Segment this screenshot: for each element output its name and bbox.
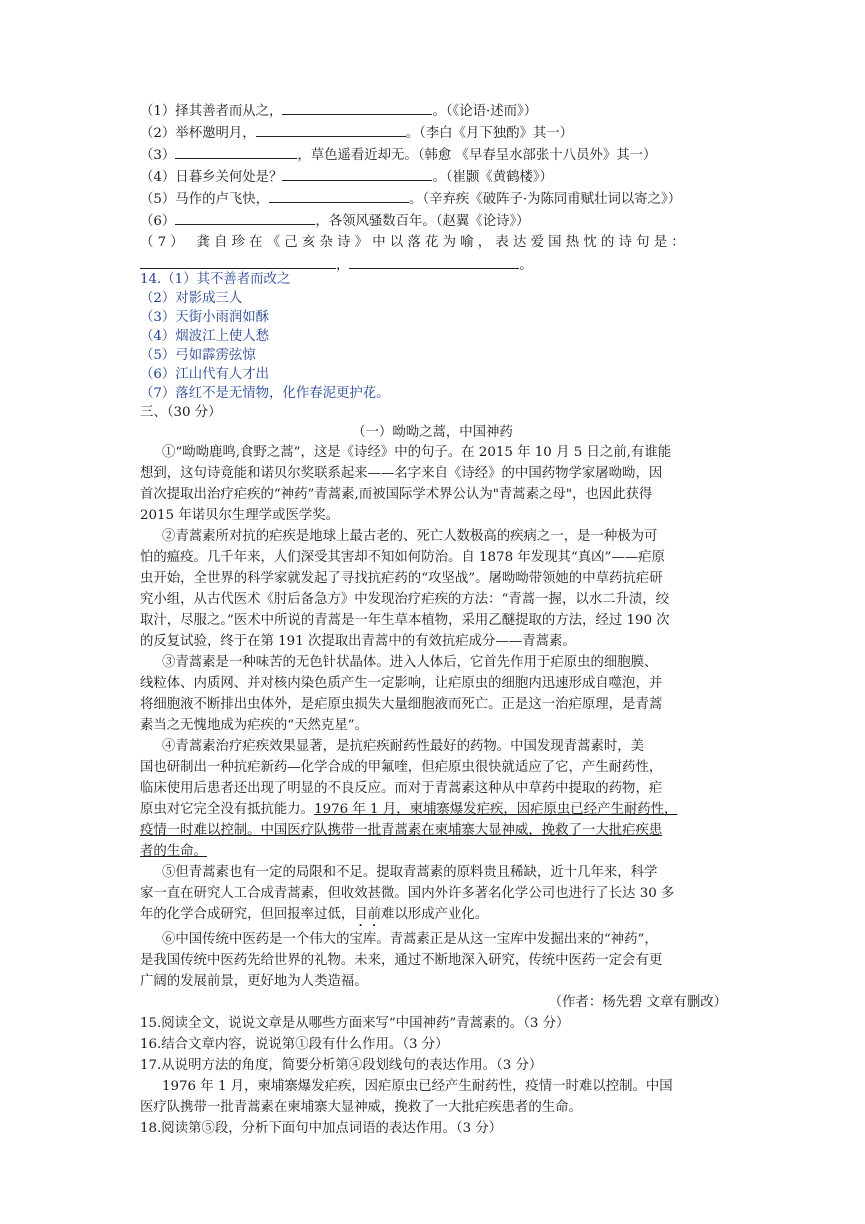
blank bbox=[269, 190, 409, 203]
question: 15.阅读全文，说说文章是从哪些方面来写“中国神药”青蒿素的。（3 分） bbox=[140, 1016, 570, 1031]
text-line: ④青蒿素治疗疟疾效果显著，是抗疟疾耐药性最好的药物。中国发现青蒿素时，美 bbox=[162, 739, 645, 754]
fill-line-4: （4）日暮乡关何处是？ 。（崔颢《黄鹤楼》） bbox=[140, 170, 553, 185]
blank bbox=[349, 256, 519, 269]
text-line: 虫开始，全世界的科学家就发起了寻找抗疟药的“攻坚战”。屠呦呦带领她的中草药抗疟研 bbox=[140, 571, 663, 586]
fill-line-7: （7） 龚自珍在《己亥杂诗》中以落花为喻，表达爱国热忱的诗句是： bbox=[140, 235, 689, 250]
blank bbox=[282, 102, 432, 115]
section-heading: 三、（30 分） bbox=[140, 405, 222, 420]
dotted-word: 目前 bbox=[354, 907, 382, 922]
answer-line: （4）烟波江上使人愁 bbox=[140, 329, 270, 344]
text-line: 将细胞液不断排出虫体外，是疟原虫损失大量细胞液而死亡。正是这一治疟原理，是青蒿 bbox=[140, 697, 663, 712]
blank bbox=[140, 256, 336, 269]
text-line: 素当之无愧地成为疟疾的“天然克星”。 bbox=[140, 718, 368, 733]
fill-line-5: （5）马作的卢飞快， 。（辛弃疾《破阵子·为陈同甫赋壮词以寄之》） bbox=[140, 192, 682, 207]
question: 18.阅读第⑤段，分析下面句中加点词语的表达作用。（3 分） bbox=[140, 1121, 503, 1136]
answer-line: 14.（1）其不善者而改之 bbox=[140, 272, 291, 287]
answer-line: （3）天街小雨润如酥 bbox=[140, 310, 270, 325]
text-line: ①“呦呦鹿鸣,食野之蒿”，这是《诗经》中的句子。在 2015 年 10 月 5 日之前,有谁能 bbox=[162, 445, 672, 460]
text-line: 怕的瘟疫。几千年来，人们深受其害却不知如何防治。自 1878 年发现其“真凶”——疟原 bbox=[140, 550, 665, 565]
blank bbox=[256, 124, 406, 137]
blank bbox=[282, 168, 432, 181]
text-line: 线粒体、内质网、并对核内染色质产生一定影响，让疟原虫的细胞内迅速形成自噬泡，并 bbox=[140, 676, 663, 691]
quoted-sentence: 1976 年 1 月，柬埔寨爆发疟疾，因疟原虫已经产生耐药性，疫情一时难以控制。中国 bbox=[162, 1079, 673, 1094]
question: 17.从说明方法的角度，简要分析第④段划线句的表达作用。（3 分） bbox=[140, 1058, 543, 1073]
fill-line-7-blanks: ， 。 bbox=[140, 256, 533, 275]
underlined-sentence: 者的生命。 bbox=[140, 844, 207, 859]
answer-line: （2）对影成三人 bbox=[140, 291, 243, 306]
text-line: 广阔的发展前景，更好地为人类造福。 bbox=[140, 974, 368, 989]
text-line: 首次提取出治疗疟疾的“神药”青蒿素,而被国际学术界公认为"青蒿素之母"，也因此获得 bbox=[140, 487, 653, 502]
text-line: ⑤但青蒿素也有一定的局限和不足。提取青蒿素的原料贵且稀缺，近十几年来，科学 bbox=[162, 865, 658, 880]
text-line: ②青蒿素所对抗的疟疾是地球上最古老的、死亡人数极高的疾病之一，是一种极为可 bbox=[162, 529, 658, 544]
text-line: 是我国传统中医药先给世界的礼物。未来，通过不断地深入研究，传统中医药一定会有更 bbox=[140, 953, 663, 968]
underlined-sentence: 1976 年 1 月，柬埔寨爆发疟疾，因疟原虫已经产生耐药性， bbox=[314, 802, 678, 817]
text-line: 2015 年诺贝尔生理学或医学奖。 bbox=[140, 508, 340, 523]
text-line: ⑥中国传统中医药是一个伟大的宝库。青蒿素正是从这一宝库中发掘出来的“神药”， bbox=[162, 932, 658, 947]
text-line: 的反复试验，终于在第 191 次提取出青蒿中的有效抗疟成分——青蒿素。 bbox=[140, 634, 576, 649]
text-line: 家一直在研究人工合成青蒿素，但收效甚微。国内外许多著名化学公司也进行了长达 30 多 bbox=[140, 886, 675, 901]
quoted-sentence: 医疗队携带一批青蒿素在柬埔寨大显神威，挽救了一大批疟疾患者的生命。 bbox=[140, 1100, 582, 1115]
text-line: 原虫对它完全没有抵抗能力。1976 年 1 月，柬埔寨爆发疟疾，因疟原虫已经产生耐药性， bbox=[140, 802, 678, 817]
text-line: 年的化学合成研究，但回报率过低，目前难以形成产业化。 bbox=[140, 907, 489, 922]
text-line: 取汁，尽服之。”医术中所说的青蒿是一年生草本植物，采用乙醚提取的方法，经过 190 次 bbox=[140, 613, 670, 628]
article-title: （一）呦呦之蒿，中国神药 bbox=[352, 425, 513, 440]
text-line: ③青蒿素是一种味苦的无色针状晶体。进入人体后，它首先作用于疟原虫的细胞膜、 bbox=[162, 655, 658, 670]
blank bbox=[175, 212, 315, 225]
answer-line: （7）落红不是无情物，化作春泥更护花。 bbox=[140, 386, 390, 401]
fill-line-6: （6） ，各领风骚数百年。（赵翼《论诗》） bbox=[140, 214, 530, 229]
text-line: 临床使用后患者还出现了明显的不良反应。而对于青蒿素这种从中草药中提取的药物，疟 bbox=[140, 781, 663, 796]
answer-line: （6）江山代有人才出 bbox=[140, 367, 270, 382]
text-line: 究小组，从古代医术《肘后备急方》中发现治疗疟疾的方法：“青蒿一握，以水二升渍，绞 bbox=[140, 592, 670, 607]
text-line: 想到，这句诗竟能和诺贝尔奖联系起来——名字来自《诗经》的中国药物学家屠呦呦，因 bbox=[140, 466, 663, 481]
question: 16.结合文章内容，说说第①段有什么作用。（3 分） bbox=[140, 1037, 449, 1052]
author-note: （作者：杨先碧 文章有删改） bbox=[548, 995, 727, 1010]
underlined-sentence: 疫情一时难以控制。中国医疗队携带一批青蒿素在柬埔寨大显神威，挽救了一大批疟疾患 bbox=[140, 823, 663, 838]
fill-line-2: （2）举杯邀明月， 。（李白《月下独酌》其一） bbox=[140, 126, 574, 141]
text-line: 国也研制出一种抗疟新药—化学合成的甲氟喹，但疟原虫很快就适应了它，产生耐药性， bbox=[140, 760, 663, 775]
fill-line-1: （1）择其善者而从之， 。（《论语·述而》） bbox=[140, 104, 538, 119]
fill-line-3: （3） ，草色遥看近却无。（韩愈 《早春呈水部张十八员外》其一） bbox=[140, 148, 657, 163]
answer-line: （5）弓如霹雳弦惊 bbox=[140, 348, 256, 363]
blank bbox=[175, 146, 297, 159]
